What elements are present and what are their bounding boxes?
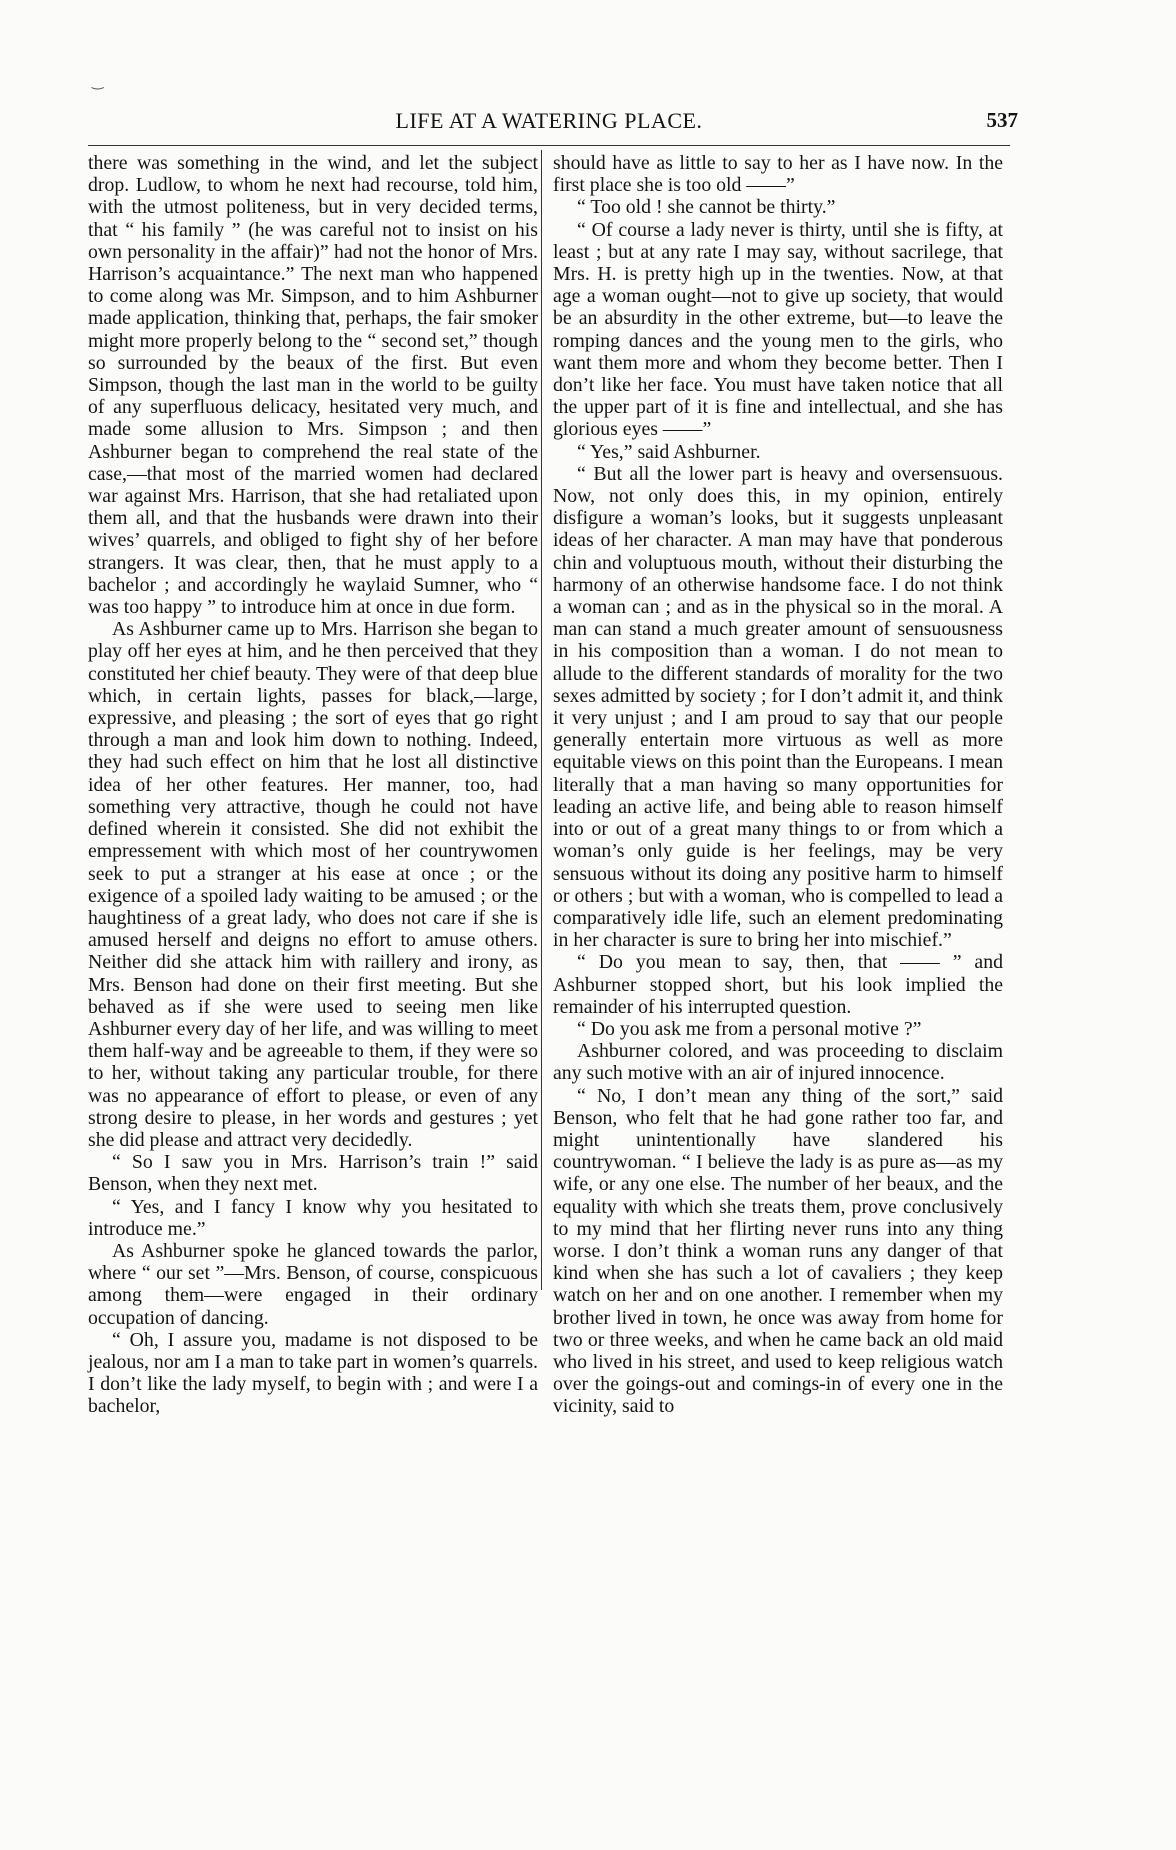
- column-divider: [541, 150, 542, 1290]
- paragraph: there was something in the wind, and let the subject drop. Ludlow, to whom he next had recourse, told him, with the utmost politeness, but in very decided terms, that “ his family ” (he was careful not to insist on his own personality in the affair)” had not the honor of Mrs. Harrison’s acquaintance.” The next man who happened to come along was Mr. Simpson, and to him Ashburner made application, thinking that, perhaps, the fair smoker might more properly belong to the “ second set,” though so surrounded by the beaux of the first. But even Simpson, though the last man in the world to be guilty of any superfluous delicacy, hesitated very much, and made some allusion to Mrs. Simpson ; and then Ashburner began to comprehend the real state of the case,—that most of the married women had declared war against Mrs. Harrison, that she had retaliated upon them all, and that the husbands were drawn into their wives’ quarrels, and obliged to fight shy of her before strangers. It was clear, then, that he must apply to a bachelor ; and accordingly he waylaid Sumner, who “ was too happy ” to introduce him at once in due form.: [88, 152, 538, 619]
- left-column: [88, 152, 538, 1418]
- print-speck-mark: ‿: [92, 75, 104, 90]
- paragraph: “ Yes, and I fancy I know why you hesitated to introduce me.”: [88, 1195, 538, 1240]
- paragraph: As Ashburner came up to Mrs. Harrison she began to play off her eyes at him, and he then perceived that they constituted her chief beauty. They were of that deep blue which, in certain lights, passes for black,—large, expressive, and pleasing ; the sort of eyes that go right through a man and look him down to nothing. Indeed, they had such effect on him that he lost all distinctive idea of her other features. Her manner, too, had something very attractive, though he could not have defined wherein it consisted. She did not exhibit the empressement with which most of her countrywomen seek to put a stranger at his ease at once ; or the exigence of a spoiled lady waiting to be amused ; or the haughtiness of a great lady, who does not care if she is amused herself and deigns no effort to amuse others. Neither did she attack him with raillery and irony, as Mrs. Benson had done on their first meeting. But she behaved as if she were used to seeing men like Ashburner every day of her life, and was willing to meet them half-way and be agreeable to them, if they were so to her, without taking any particular trouble, for there was no appearance of effort to please, or even of any strong desire to please, in her words and gestures ; yet she did please and attract very decidedly.: [88, 618, 538, 1151]
- paragraph: “ Too old ! she cannot be thirty.”: [577, 196, 836, 219]
- header-rule: [88, 145, 1010, 146]
- paragraph: “ So I saw you in Mrs. Harrison’s train !” said Benson, when they next met.: [88, 1151, 538, 1196]
- paragraph: “ Do you ask me from a personal motive ?”: [577, 1017, 922, 1040]
- paragraph: As Ashburner spoke he glanced towards the parlor, where “ our set ”—Mrs. Benson, of course, conspicuous among them—were engaged in their ordinary occupation of dancing.: [88, 1239, 538, 1329]
- paragraph: “ Oh, I assure you, madame is not disposed to be jealous, nor am I a man to take part in women’s quarrels. I don’t like the lady myself, to begin with ; and were I a bachelor,: [88, 1328, 538, 1418]
- right-column: [553, 152, 1003, 1418]
- paragraph: “ But all the lower part is heavy and oversensuous. Now, not only does this, in my opinion, entirely disfigure a woman’s looks, but it suggests unpleasant ideas of her character. A man may have that ponderous chin and voluptuous mouth, without their disturbing the harmony of an otherwise handsome face. I do not think a woman can ; and as in the physical so in the moral. A man can stand a much greater amount of sensuousness in his composition than a woman. I do not mean to allude to the different standards of morality for the two sexes admitted by society ; for I don’t admit it, and think it very unjust ; and I am proud to say that our people generally entertain more virtuous as well as more equitable views on this point than the Europeans. I mean literally that a man having so many opportunities for leading an active life, and being able to reason himself into or out of a great many things to or from which a woman’s only guide is her feelings, may be very sensuous without its doing any positive harm to himself or others ; but with a woman, who is compelled to lead a comparatively idle life, such an element predominating in her character is sure to bring her into mischief.”: [553, 462, 1003, 952]
- paragraph: “ Do you mean to say, then, that —— ” and Ashburner stopped short, but his look implied the remainder of his interrupted question.: [553, 951, 1003, 1018]
- running-title: LIFE AT A WATERING PLACE.: [395, 108, 703, 133]
- paragraph: Ashburner colored, and was proceeding to disclaim any such motive with an air of injured innocence.: [553, 1040, 1003, 1085]
- paragraph: “ No, I don’t mean any thing of the sort,” said Benson, who felt that he had gone rather too far, and might unintentionally have slandered his countrywoman. “ I believe the lady is as pure as—as my wife, or any one else. The number of her beaux, and the equality with which she treats them, prove conclusively to my mind that her flirting never runs into any thing worse. I don’t think a woman runs any danger of that kind when she has such a lot of cavaliers ; they keep watch on her and on one another. I remember when my brother lived in town, he once was away from home for two or three weeks, and when he came back an old maid who lived in his street, and used to keep religious watch over the goings-out and comings-in of every one in the vicinity, said to: [553, 1084, 1003, 1418]
- running-head: [88, 108, 1018, 142]
- paragraph: should have as little to say to her as I have now. In the first place she is too old ——”: [553, 152, 1003, 197]
- paragraph: “ Yes,” said Ashburner.: [577, 440, 761, 463]
- paragraph: “ Of course a lady never is thirty, until she is fifty, at least ; but at any rate I may say, without sacrilege, that Mrs. H. is pretty high up in the twenties. Now, at that age a woman ought—not to give up society, that would be an absurdity in the other extreme, but—to leave the romping dances and the young men to the girls, who want them more and whom they become better. Then I don’t like her face. You must have taken notice that all the upper part of it is fine and intellectual, and she has glorious eyes ——”: [553, 218, 1003, 441]
- page-number: 537: [986, 108, 1018, 132]
